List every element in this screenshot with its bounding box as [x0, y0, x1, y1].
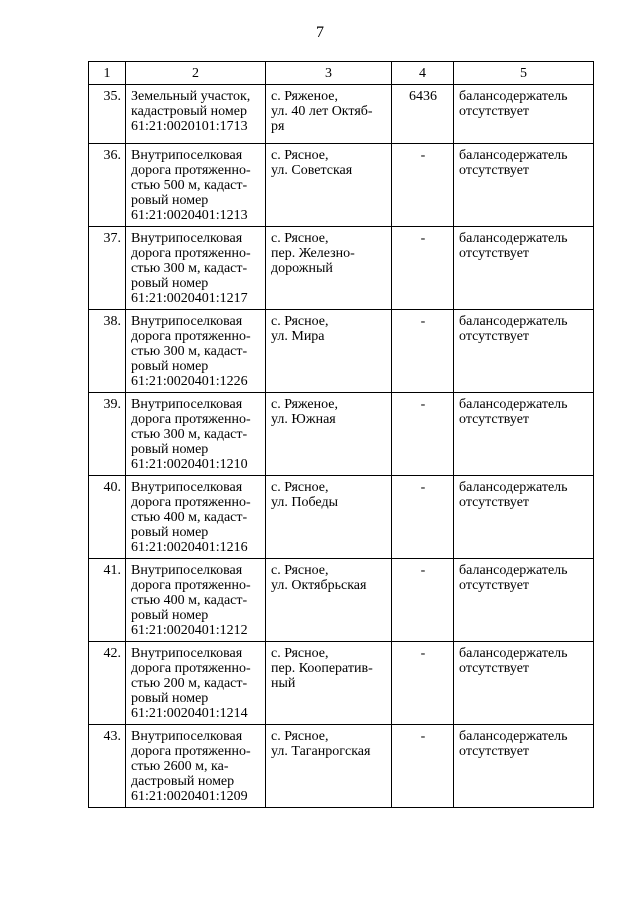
row-number: 38.: [89, 310, 126, 393]
row-number: 37.: [89, 227, 126, 310]
row-number: 35.: [89, 85, 126, 144]
object-area: -: [392, 725, 454, 808]
object-area: -: [392, 144, 454, 227]
object-name: Внутрипоселковая дорога протяженно- стью 400 м, кадаст- ровый номер 61:21:0020401:1212: [126, 559, 266, 642]
table-row: [89, 310, 594, 393]
column-header-5: 5: [454, 62, 594, 85]
balance-holder: балансодержатель отсутствует: [454, 725, 594, 808]
object-area: -: [392, 393, 454, 476]
object-name: Внутрипоселковая дорога протяженно- стью 200 м, кадаст- ровый номер 61:21:0020401:1214: [126, 642, 266, 725]
column-header-1: 1: [89, 62, 126, 85]
table-row: [89, 85, 594, 144]
property-table: [88, 61, 594, 808]
row-number: 41.: [89, 559, 126, 642]
row-number: 40.: [89, 476, 126, 559]
balance-holder: балансодержатель отсутствует: [454, 310, 594, 393]
column-header-2: 2: [126, 62, 266, 85]
table-row: [89, 393, 594, 476]
object-area: -: [392, 476, 454, 559]
page-number: 7: [316, 24, 324, 41]
object-address: с. Рясное, пер. Кооператив- ный: [266, 642, 392, 725]
object-name: Внутрипоселковая дорога протяженно- стью 300 м, кадаст- ровый номер 61:21:0020401:1217: [126, 227, 266, 310]
table-row: [89, 559, 594, 642]
row-number: 36.: [89, 144, 126, 227]
balance-holder: балансодержатель отсутствует: [454, 227, 594, 310]
object-name: Внутрипоселковая дорога протяженно- стью 300 м, кадаст- ровый номер 61:21:0020401:1210: [126, 393, 266, 476]
row-number: 42.: [89, 642, 126, 725]
object-address: с. Ряженое, ул. 40 лет Октяб- ря: [266, 85, 392, 144]
object-address: с. Ряженое, ул. Южная: [266, 393, 392, 476]
table-row: [89, 144, 594, 227]
object-name: Земельный участок, кадастровый номер 61:21:0020101:1713: [126, 85, 266, 144]
balance-holder: балансодержатель отсутствует: [454, 393, 594, 476]
table-row: [89, 476, 594, 559]
balance-holder: балансодержатель отсутствует: [454, 476, 594, 559]
object-name: Внутрипоселковая дорога протяженно- стью 400 м, кадаст- ровый номер 61:21:0020401:1216: [126, 476, 266, 559]
table-header-row: [89, 62, 594, 85]
object-area: -: [392, 559, 454, 642]
balance-holder: балансодержатель отсутствует: [454, 559, 594, 642]
object-address: с. Рясное, ул. Советская: [266, 144, 392, 227]
object-area: -: [392, 642, 454, 725]
object-name: Внутрипоселковая дорога протяженно- стью 300 м, кадаст- ровый номер 61:21:0020401:1226: [126, 310, 266, 393]
object-address: с. Рясное, пер. Железно- дорожный: [266, 227, 392, 310]
table-row: [89, 227, 594, 310]
object-address: с. Рясное, ул. Октябрьская: [266, 559, 392, 642]
column-header-4: 4: [392, 62, 454, 85]
object-name: Внутрипоселковая дорога протяженно- стью 500 м, кадаст- ровый номер 61:21:0020401:1213: [126, 144, 266, 227]
object-address: с. Рясное, ул. Мира: [266, 310, 392, 393]
balance-holder: балансодержатель отсутствует: [454, 144, 594, 227]
object-address: с. Рясное, ул. Победы: [266, 476, 392, 559]
balance-holder: балансодержатель отсутствует: [454, 85, 594, 144]
table-row: [89, 642, 594, 725]
table-row: [89, 725, 594, 808]
object-area: 6436: [392, 85, 454, 144]
column-header-3: 3: [266, 62, 392, 85]
row-number: 43.: [89, 725, 126, 808]
row-number: 39.: [89, 393, 126, 476]
object-area: -: [392, 310, 454, 393]
object-address: с. Рясное, ул. Таганрогская: [266, 725, 392, 808]
balance-holder: балансодержатель отсутствует: [454, 642, 594, 725]
object-area: -: [392, 227, 454, 310]
object-name: Внутрипоселковая дорога протяженно- стью 2600 м, ка- дастровый номер 61:21:0020401:1209: [126, 725, 266, 808]
